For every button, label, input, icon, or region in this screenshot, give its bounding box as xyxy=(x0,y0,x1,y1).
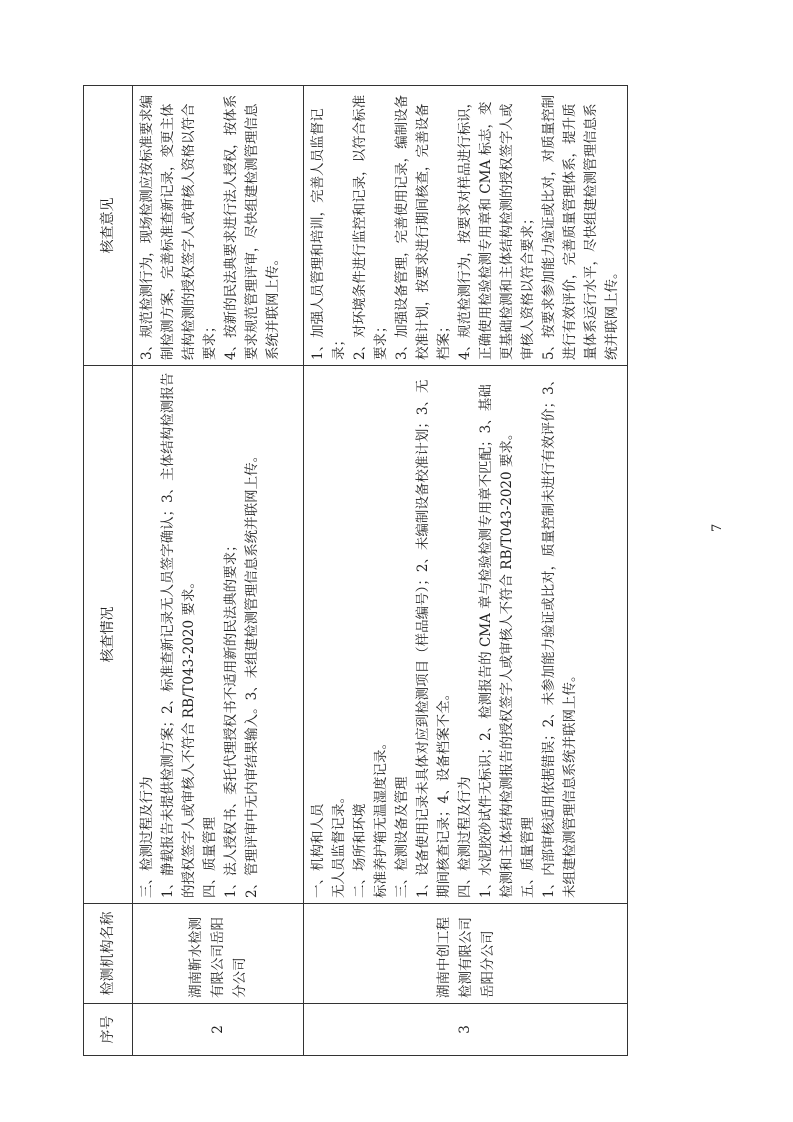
finding-line: 二、场所和环境 xyxy=(352,803,368,898)
table-header-row xyxy=(84,86,133,1056)
page-number: 7 xyxy=(710,523,725,532)
table-row xyxy=(133,86,304,1056)
finding-line: 1、内部审核适用依据错误；2、未参加能力验证或比对，质量控制未进行有效评价；3、未组建检测管理信息系统并联网上传。 xyxy=(541,372,578,898)
finding-line: 1、法人授权书、委托代理授权书不适用新的民法典的要求； xyxy=(223,538,239,898)
finding-line: 标准养护箱无温湿度记录。 xyxy=(373,736,389,898)
header-org: 检测机构名称 xyxy=(84,904,133,1004)
header-opinions: 核查意见 xyxy=(84,86,133,366)
findings-cell xyxy=(304,366,628,904)
row-number: 3 xyxy=(304,1004,628,1056)
row-number: 2 xyxy=(133,1004,304,1056)
finding-line: 1、设备使用记录未具体对应到检测项目（样品编号）；2、未编制设备校准计划；3、无期间核查记录；4、设备档案不全。 xyxy=(415,379,452,898)
org-name: 湖南靳水检测有限公司岳阳分公司 xyxy=(133,904,304,1004)
opinion-line: 5、按要求参加能力验证或比对，对质量控制进行有效评价，完善质量管理体系，提升质量体系运行水平，尽快组建检测管理信息系统并联网上传。 xyxy=(541,94,620,360)
opinions-cell xyxy=(304,86,628,366)
table-row xyxy=(304,86,628,1056)
opinion-line: 3、规范检测行为，现场检测应按标准要求编制检测方案，完善标准查新记录，变更主体结构检测的授权签字人或审核人资格以符合要求； xyxy=(139,94,218,360)
finding-line: 三、检测设备及管理 xyxy=(394,776,410,898)
finding-line: 1、水泥胶砂试件无标识；2、检测报告的 CMA 章与检验检测专用章不匹配；3、基础检测和主体结构检测报告的授权签字人或审核人不符合 RB/T043-2020 要求。 xyxy=(478,384,515,898)
opinion-line: 2、对环境条件进行监控和记录，以符合标准要求； xyxy=(352,94,389,360)
header-no: 序号 xyxy=(84,1004,133,1056)
opinion-line: 4、规范检测行为，按要求对样品进行标识，正确使用检验检测专用章和 CMA 标志，变更基础检测和主体结构检测的授权签字人或审核人资格以符合要求； xyxy=(457,94,536,360)
finding-line: 1、静载报告未提供检测方案；2、标准查新记录无人员签字确认；3、主体结构检测报告的授权签字人或审核人不符合 RB/T043-2020 要求。 xyxy=(160,372,197,898)
inspection-table xyxy=(83,85,628,1056)
finding-line: 三、检测过程及行为 xyxy=(139,776,155,898)
finding-line: 四、检测过程及行为 xyxy=(457,776,473,898)
finding-line: 一、机构和人员 xyxy=(310,803,326,898)
header-findings: 核查情况 xyxy=(84,366,133,904)
opinion-line: 3、加强设备管理，完善使用记录，编制设备校准计划，按要求进行期间核查，完善设备档案； xyxy=(394,94,452,360)
finding-line: 无人员监督记录。 xyxy=(331,790,347,898)
opinion-line: 4、按新的民法典要求进行法人授权，按体系要求规范管理评审，尽快组建检测管理信息系统并联网上传。 xyxy=(223,94,281,360)
finding-line: 2、管理评审中无内审结果输入。3、未组建检测管理信息系统并联网上传。 xyxy=(244,448,260,898)
finding-line: 四、质量管理 xyxy=(202,817,218,898)
findings-cell xyxy=(133,366,304,904)
opinions-cell xyxy=(133,86,304,366)
finding-line: 五、质量管理 xyxy=(520,817,536,898)
org-name: 湖南中创工程检测有限公司岳阳分公司 xyxy=(304,904,628,1004)
opinion-line: 1、加强人员管理和培训，完善人员监督记录； xyxy=(310,108,347,360)
